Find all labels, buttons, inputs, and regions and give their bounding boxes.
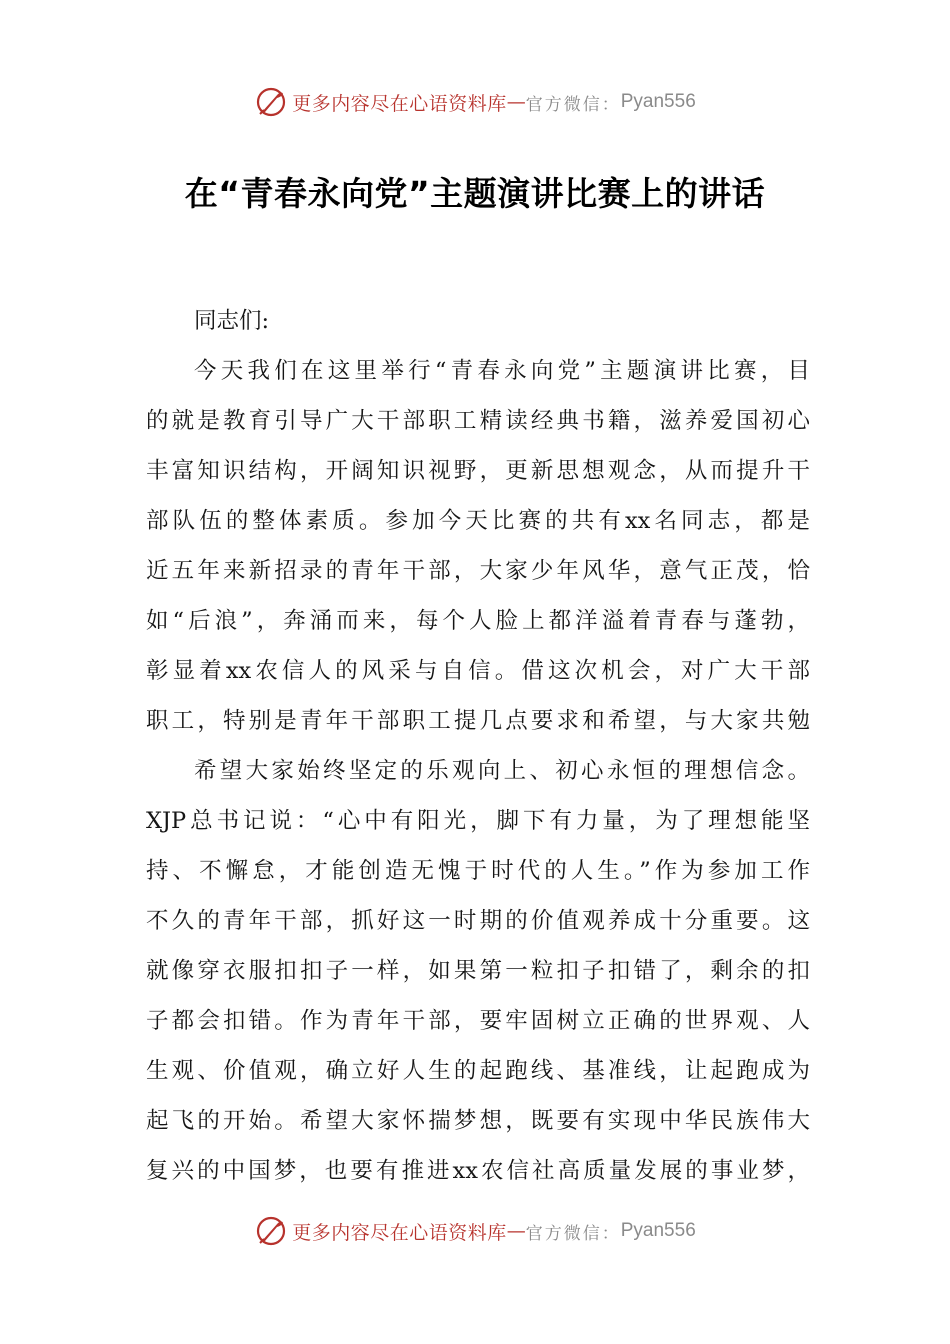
header-watermark-banner (0, 82, 950, 122)
quill-pen-logo-icon (254, 85, 288, 119)
paragraph-line: XJP总书记说：“心中有阳光，脚下有力量，为了理想能坚 (146, 808, 810, 834)
paragraph-line: 的就是教育引导广大干部职工精读经典书籍，滋养爱国初心 (146, 408, 810, 434)
paragraph-line: 今天我们在这里举行“青春永向党”主题演讲比赛，目 (194, 358, 810, 384)
paragraph-line: 职工，特别是青年干部职工提几点要求和希望，与大家共勉 (146, 708, 810, 734)
paragraph-line: 部队伍的整体素质。参加今天比赛的共有xx名同志，都是 (146, 508, 810, 534)
paragraph-line: 子都会扣错。作为青年干部，要牢固树立正确的世界观、人 (146, 1008, 810, 1034)
banner-main-text: 更多内容尽在心语资料库 (292, 1221, 507, 1244)
paragraph-line: 希望大家始终坚定的乐观向上、初心永恒的理想信念。 (194, 758, 810, 784)
salutation-line: 同志们: (194, 308, 270, 334)
banner-wechat-label: 官方微信： (525, 1223, 621, 1244)
paragraph-line: 近五年来新招录的青年干部，大家少年风华，意气正茂，恰 (146, 558, 810, 584)
banner-main-text: 更多内容尽在心语资料库 (292, 92, 507, 115)
paragraph-line: 如“后浪”，奔涌而来，每个人脸上都洋溢着青春与蓬勃， (146, 608, 810, 634)
banner-wechat-label: 官方微信： (525, 94, 621, 115)
paragraph-line: 起飞的开始。希望大家怀揣梦想，既要有实现中华民族伟大 (146, 1108, 810, 1134)
paragraph-line: 丰富知识结构，开阔知识视野，更新思想观念，从而提升干 (146, 458, 810, 484)
paragraph-line: 生观、价值观，确立好人生的起跑线、基准线，让起跑成为 (146, 1058, 810, 1084)
paragraph-line: 就像穿衣服扣扣子一样，如果第一粒扣子扣错了，剩余的扣 (146, 958, 810, 984)
footer-watermark-banner (0, 1211, 950, 1251)
banner-wechat-id: Pyan556 (620, 1220, 696, 1241)
paragraph-line: 持、不懈怠，才能创造无愧于时代的人生。”作为参加工作 (146, 858, 810, 884)
document-title: 在“青春永向党”主题演讲比赛上的讲话 (184, 174, 766, 213)
paragraph-line: 不久的青年干部，抓好这一时期的价值观养成十分重要。这 (146, 908, 810, 934)
banner-separator: — (506, 1220, 526, 1242)
banner-separator: — (506, 91, 526, 113)
banner-wechat-id: Pyan556 (620, 91, 696, 112)
quill-pen-logo-icon (254, 1214, 288, 1248)
document-body (146, 296, 810, 1196)
paragraph-line: 彰显着xx农信人的风采与自信。借这次机会，对广大干部 (146, 658, 810, 684)
paragraph-line: 复兴的中国梦，也要有推进xx农信社高质量发展的事业梦， (146, 1158, 810, 1184)
